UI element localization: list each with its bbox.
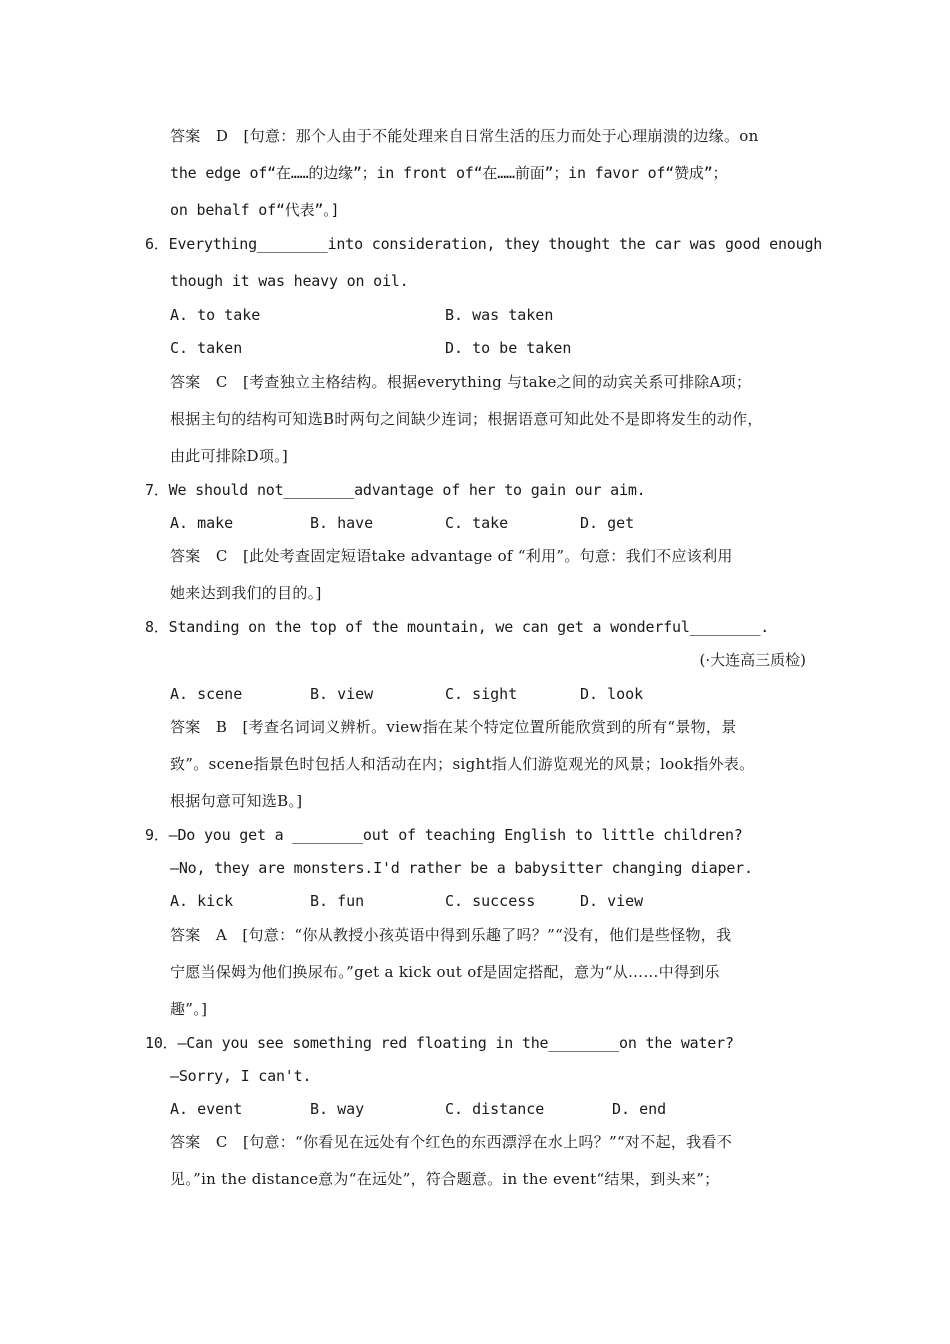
q10-stem-line-2: —Sorry, I can't. — [170, 1067, 312, 1085]
q8-answer-line-1: 答案 B [考查名词词义辨析。view指在某个特定位置所能欣赏到的所有“景物，景 — [170, 718, 737, 736]
q7-stem-line-1: 7．We should not________advantage of her to gain our aim. — [145, 481, 646, 499]
q9-stem-line-2: —No, they are monsters.I'd rather be a babysitter changing diaper. — [170, 859, 753, 877]
q8-answer-line-3: 根据句意可知选B。] — [170, 792, 303, 810]
q7-option-c: C. take — [445, 514, 509, 532]
q5-answer-line-1: 答案 D [句意：那个人由于不能处理来自日常生活的压力而处于心理崩溃的边缘。on — [170, 127, 759, 145]
q6-option-a: A. to take — [170, 306, 261, 324]
q6-option-d: D. to be taken — [445, 339, 572, 357]
q8-answer-line-2: 致”。scene指景色时包括人和活动在内；sight指人们游览观光的风景；look指外表。 — [170, 755, 755, 773]
q10-option-d: D. end — [612, 1100, 667, 1118]
q6-option-b: B. was taken — [445, 306, 554, 324]
q9-option-d: D. view — [580, 892, 644, 910]
q5-answer-line-2: the edge of“在……的边缘”；in front of“在……前面”；in favor of“赞成”； — [170, 164, 728, 182]
q10-option-a: A. event — [170, 1100, 243, 1118]
q8-source-note: (·大连高三质检) — [699, 651, 806, 669]
q9-stem-line-1: 9．—Do you get a ________out of teaching English to little children? — [145, 826, 743, 844]
q6-option-c: C. taken — [170, 339, 243, 357]
q10-answer-line-2: 见。”in the distance意为“在远处”，符合题意。in the event“结果，到头来”； — [170, 1170, 720, 1188]
q7-option-b: B. have — [310, 514, 374, 532]
q10-option-b: B. way — [310, 1100, 365, 1118]
q7-answer-line-1: 答案 C [此处考查固定短语take advantage of “利用”。句意：我们不应该利用 — [170, 547, 733, 565]
q9-option-c: C. success — [445, 892, 536, 910]
q10-option-c: C. distance — [445, 1100, 545, 1118]
q6-answer-line-2: 根据主句的结构可知选B时两句之间缺少连词；根据语意可知此处不是即将发生的动作， — [170, 410, 763, 428]
q10-stem-line-1: 10．—Can you see something red floating in the________on the water? — [145, 1034, 734, 1052]
q6-stem-line-2: though it was heavy on oil. — [170, 272, 409, 290]
q8-option-b: B. view — [310, 685, 374, 703]
q9-answer-line-2: 宁愿当保姆为他们换尿布。”get a kick out of是固定搭配，意为“从……中得到乐 — [170, 963, 720, 981]
q6-answer-line-1: 答案 C [考查独立主格结构。根据everything 与take之间的动宾关系可排除A项； — [170, 373, 752, 391]
q7-option-a: A. make — [170, 514, 234, 532]
q8-option-c: C. sight — [445, 685, 518, 703]
q9-option-b: B. fun — [310, 892, 365, 910]
q5-answer-line-3: on behalf of“代表”。] — [170, 201, 340, 219]
q6-answer-line-3: 由此可排除D项。] — [170, 447, 289, 465]
q7-option-d: D. get — [580, 514, 635, 532]
q8-option-d: D. look — [580, 685, 644, 703]
q7-answer-line-2: 她来达到我们的目的。] — [170, 584, 322, 602]
q9-option-a: A. kick — [170, 892, 234, 910]
q9-answer-line-3: 趣”。] — [170, 1000, 208, 1018]
q8-option-a: A. scene — [170, 685, 243, 703]
q9-answer-line-1: 答案 A [句意：“你从教授小孩英语中得到乐趣了吗？”“没有，他们是些怪物，我 — [170, 926, 732, 944]
q8-stem-line-1: 8．Standing on the top of the mountain, we can get a wonderful________. — [145, 618, 770, 636]
q10-answer-line-1: 答案 C [句意：“你看见在远处有个红色的东西漂浮在水上吗？”“对不起，我看不 — [170, 1133, 733, 1151]
q6-stem-line-1: 6．Everything________into consideration, they thought the car was good enough — [145, 235, 823, 253]
